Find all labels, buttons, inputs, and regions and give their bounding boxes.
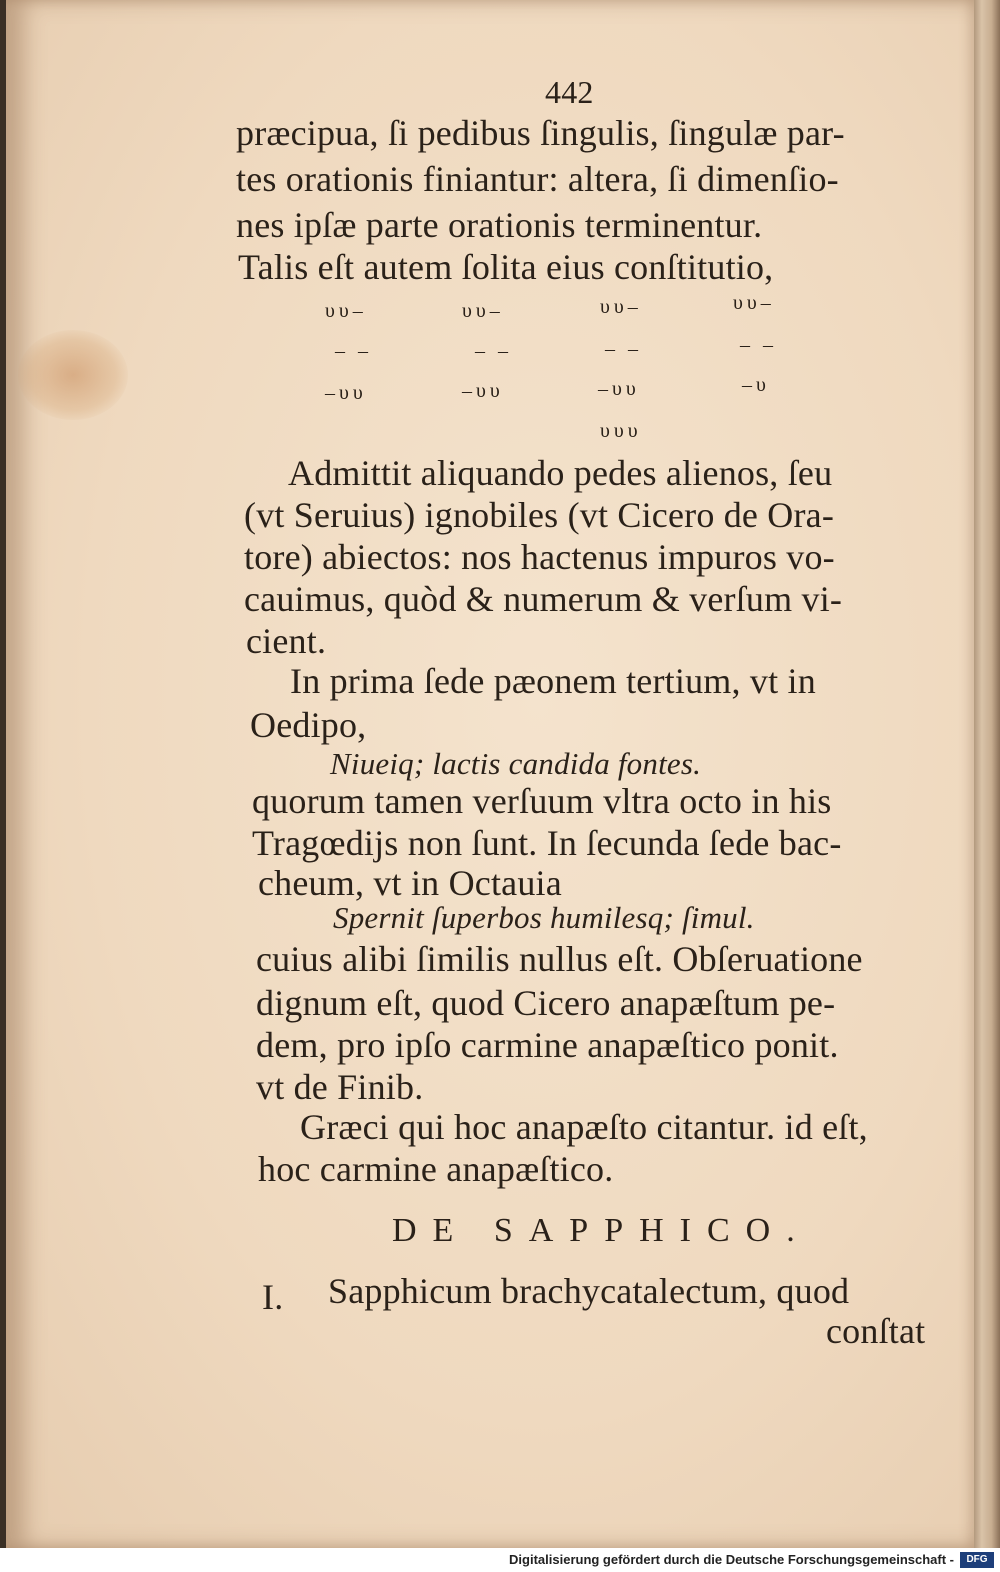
meter-mark: – – xyxy=(475,340,512,362)
book-edge xyxy=(972,0,1000,1548)
meter-mark: υυ– xyxy=(733,292,775,314)
text-line: tes orationis finiantur: altera, ſi dimenſio- xyxy=(236,159,839,199)
meter-mark: –υυ xyxy=(598,378,640,400)
text-line: (vt Seruius) ignobiles (vt Cicero de Ora- xyxy=(244,495,835,535)
text-line: vt de Finib. xyxy=(256,1067,424,1107)
text-line: In prima ſede pæonem tertium, vt in xyxy=(290,661,816,701)
meter-mark: υυυ xyxy=(600,420,642,442)
text-line: Sapphicum brachycatalectum, quod xyxy=(328,1271,850,1311)
text-line: Oedipo, xyxy=(250,705,367,745)
page-number: 442 xyxy=(545,74,594,110)
quote-line: Niueiq; lactis candida fontes. xyxy=(330,746,702,781)
text-line: tore) abiectos: nos hactenus impuros vo- xyxy=(244,537,835,577)
text-line: Admittit aliquando pedes alienos, ſeu xyxy=(288,453,833,493)
meter-mark: – – xyxy=(740,334,777,356)
meter-mark: –υ xyxy=(742,374,770,396)
text-line: quorum tamen verſuum vltra octo in his xyxy=(252,781,832,821)
meter-mark: υυ– xyxy=(325,300,367,322)
text-line: Talis eſt autem ſolita eius conſtitutio, xyxy=(238,247,774,287)
text-line: cient. xyxy=(246,621,327,661)
meter-mark: –υυ xyxy=(462,380,504,402)
text-line: hoc carmine anapæſtico. xyxy=(258,1149,614,1189)
section-number: I. xyxy=(262,1277,284,1317)
catchword: conſtat xyxy=(826,1311,926,1351)
text-line: Tragœdijs non ſunt. In ſecunda ſede bac- xyxy=(252,823,842,863)
section-heading: DE SAPPHICO. xyxy=(392,1212,811,1249)
text-line: cuius alibi ſimilis nullus eſt. Obſeruatione xyxy=(256,939,863,979)
text-line: nes ipſæ parte orationis terminentur. xyxy=(236,205,763,245)
text-line: Græci qui hoc anapæſto citantur. id eſt, xyxy=(300,1107,868,1147)
text-line: dem, pro ipſo carmine anapæſtico ponit. xyxy=(256,1025,839,1065)
text-line: cheum, vt in Octauia xyxy=(258,863,562,903)
dfg-logo-icon: DFG xyxy=(960,1552,994,1568)
meter-mark: – – xyxy=(605,338,642,360)
digitization-footer xyxy=(0,1548,1000,1572)
footer-credit: Digitalisierung gefördert durch die Deutsche Forschungsgemeinschaft - xyxy=(509,1552,954,1567)
text-line: præcipua, ſi pedibus ſingulis, ſingulæ par- xyxy=(236,113,845,153)
paper-stain xyxy=(18,330,128,420)
meter-mark: – – xyxy=(335,340,372,362)
meter-mark: υυ– xyxy=(600,296,642,318)
meter-mark: –υυ xyxy=(325,382,367,404)
text-line: cauimus, quòd & numerum & verſum vi- xyxy=(244,579,843,619)
meter-mark: υυ– xyxy=(462,300,504,322)
text-line: dignum eſt, quod Cicero anapæſtum pe- xyxy=(256,983,836,1023)
quote-line: Spernit ſuperbos humilesq; ſimul. xyxy=(333,900,755,935)
